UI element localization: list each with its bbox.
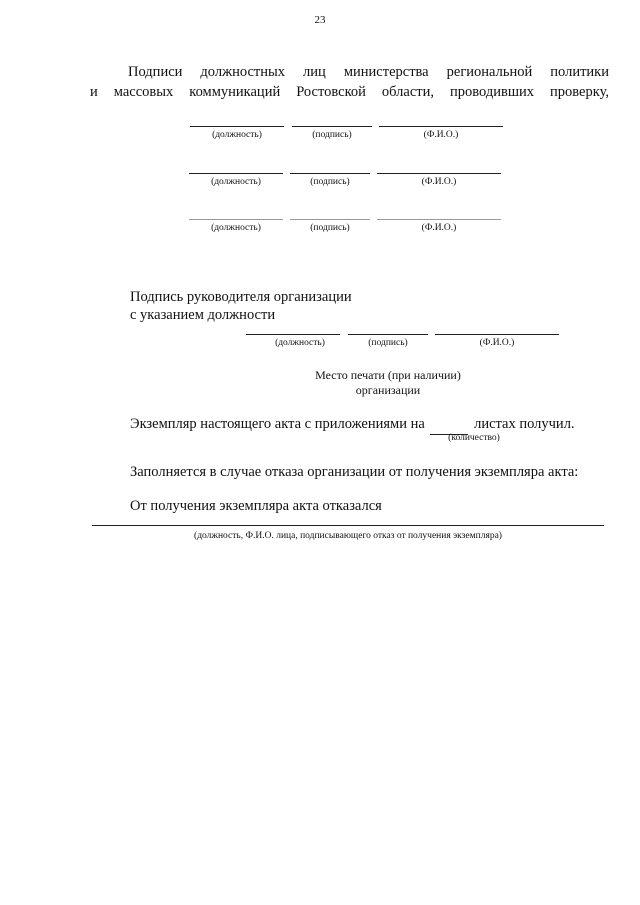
refusal-caption: (должность, Ф.И.О. лица, подписывающего отказ от получения экземпляра): [194, 531, 502, 541]
position-caption: (должность): [211, 223, 261, 233]
name-caption: (Ф.И.О.): [479, 338, 515, 348]
position-caption: (должность): [275, 338, 325, 348]
stamp-place: [290, 368, 486, 398]
page-number: 23: [314, 14, 326, 26]
signature-caption: (подпись): [312, 130, 352, 140]
position-line[interactable]: [190, 126, 284, 127]
signature-line[interactable]: [348, 334, 428, 335]
stamp-line-1: Место печати (при наличии): [315, 368, 461, 382]
name-line[interactable]: [377, 173, 501, 174]
name-caption: (Ф.И.О.): [421, 177, 457, 187]
position-line[interactable]: [189, 173, 283, 174]
signature-caption: (подпись): [368, 338, 408, 348]
name-line[interactable]: [435, 334, 559, 335]
refusal-note: Заполняется в случае отказа организации от получения экземпляра акта:: [130, 464, 579, 480]
copy-received-text: Экземпляр настоящего акта с приложениями на: [130, 416, 425, 432]
signature-line[interactable]: [290, 173, 370, 174]
sheet-count-blank[interactable]: [430, 414, 468, 435]
position-line[interactable]: [246, 334, 340, 335]
refusal-text: От получения экземпляра акта отказался: [130, 498, 382, 514]
intro-line-1: Подписи должностных лиц министерства региональной политики: [128, 64, 609, 80]
quantity-caption: (количество): [448, 433, 500, 443]
signature-line[interactable]: [292, 126, 372, 127]
name-caption: (Ф.И.О.): [423, 130, 459, 140]
name-line[interactable]: [379, 126, 503, 127]
refusal-signature-line[interactable]: [92, 525, 604, 526]
signature-caption: (подпись): [310, 223, 350, 233]
position-caption: (должность): [211, 177, 261, 187]
position-line[interactable]: [189, 219, 283, 220]
stamp-line-2: организации: [355, 383, 421, 397]
name-caption: (Ф.И.О.): [421, 223, 457, 233]
position-caption: (должность): [212, 130, 262, 140]
head-signature-label-line-2: с указанием должности: [130, 307, 276, 323]
head-signature-label-line-1: Подпись руководителя организации: [130, 289, 352, 305]
signature-caption: (подпись): [310, 177, 350, 187]
copy-received-line: [130, 414, 610, 435]
name-line[interactable]: [377, 219, 501, 220]
signature-line[interactable]: [290, 219, 370, 220]
intro-line-2: и массовых коммуникаций Ростовской области, проводивших проверку,: [90, 84, 609, 100]
copy-received-text-end: листах получил.: [474, 416, 575, 432]
